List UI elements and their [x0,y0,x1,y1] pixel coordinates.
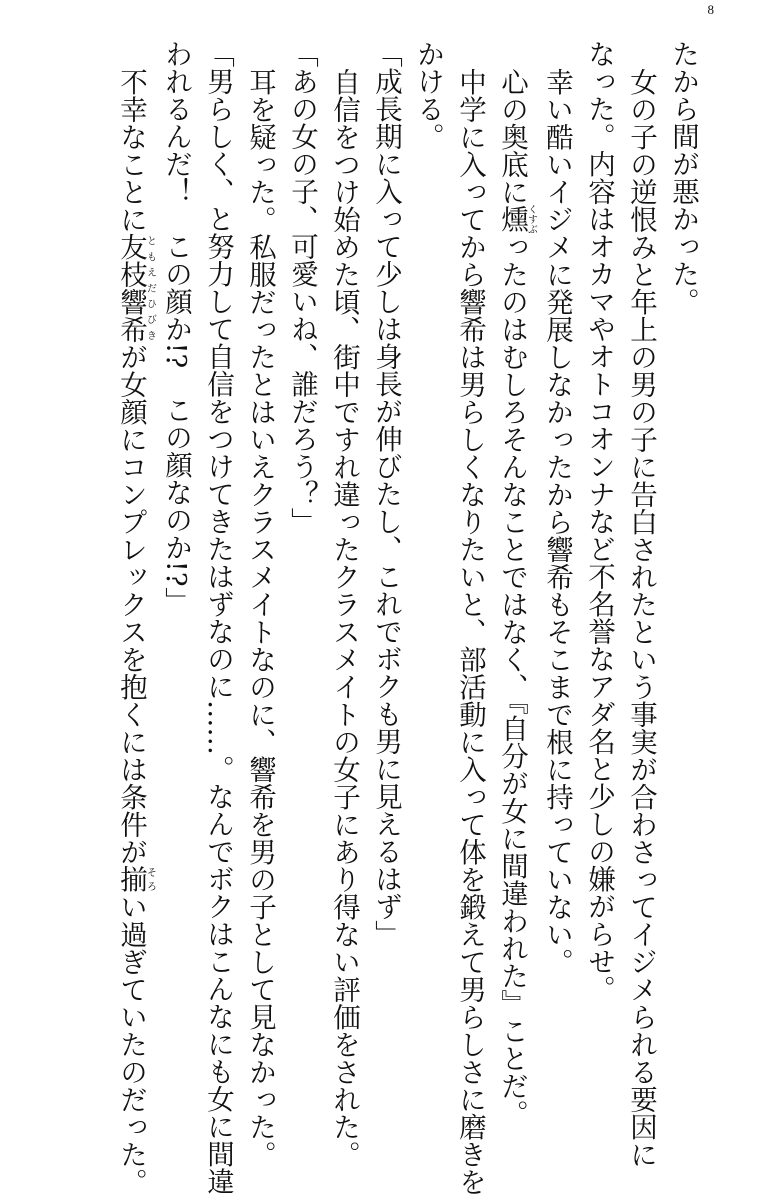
text-line-2: 女の子の逆恨みと年上の男の子に告白されたという事実が合わさってイジメられる要因に [625,67,657,1168]
text-line-10: 「あの女の子、可愛いね、誰だろう？」 [286,40,318,535]
text-line-12: 「男らしく、と努力して自信をつけてきたはずなのに……。なんでボクはこんなにも女に間違 [202,40,234,1195]
text-line-8: 「成長期に入って少しは身長が伸びたし、これでボクも男に見えるはず」 [370,40,402,948]
vertical-body-text [110,40,704,1195]
text-line-14-part3: い過ぎていたのだった。 [115,892,147,1195]
ruby-soro [115,865,156,893]
ruby-name-reading: ともえだひびき [144,232,156,343]
ruby-smolder [496,203,537,234]
text-line-4: 幸い酷いイジメに発展しなかったから響希もそこまで根に持っていない。 [541,67,573,975]
ruby-smolder-reading: くすぶ [525,203,537,234]
ruby-soro-base: 揃 [115,865,147,893]
text-line-5-after: ったのはむしろそんなことではなく、『自分が女に間違われた』ことだ。 [496,232,528,1127]
text-line-14 [110,40,156,1195]
text-line-1: たから間が悪かった。 [667,40,699,315]
text-line-14-part1: 不幸なことに [115,67,147,233]
text-line-14-part2: が女顔にコンプレックスを抱くには条件が [115,342,147,865]
text-line-3: なった。内容はオカマやオトコオンナなど不名誉なアダ名と少しの嫌がらせ。 [583,40,615,1003]
text-line-5 [491,40,536,1190]
text-line-7: かける。 [412,40,444,150]
ruby-soro-reading: そろ [144,865,156,893]
page-number: 8 [707,2,714,17]
ruby-smolder-base: 燻 [496,203,528,234]
text-line-13: われるんだ！ この顔か!? この顔なのか!?」 [160,40,192,615]
text-line-5-before: 心の奥底に [496,67,528,205]
ruby-name [115,232,156,343]
text-line-9: 自信をつけ始めた頃、街中ですれ違ったクラスメイトの女子にあり得ない評価をされた。 [328,67,360,1168]
text-line-11: 耳を疑った。私服だったとはいえクラスメイトなのに、響希を男の子として見なかった。 [244,67,276,1168]
ruby-name-base: 友枝響希 [115,232,147,343]
text-line-6: 中学に入ってから響希は男らしくなりたいと、部活動に入って体を鍛えて男らしさに磨きを [454,67,486,1195]
